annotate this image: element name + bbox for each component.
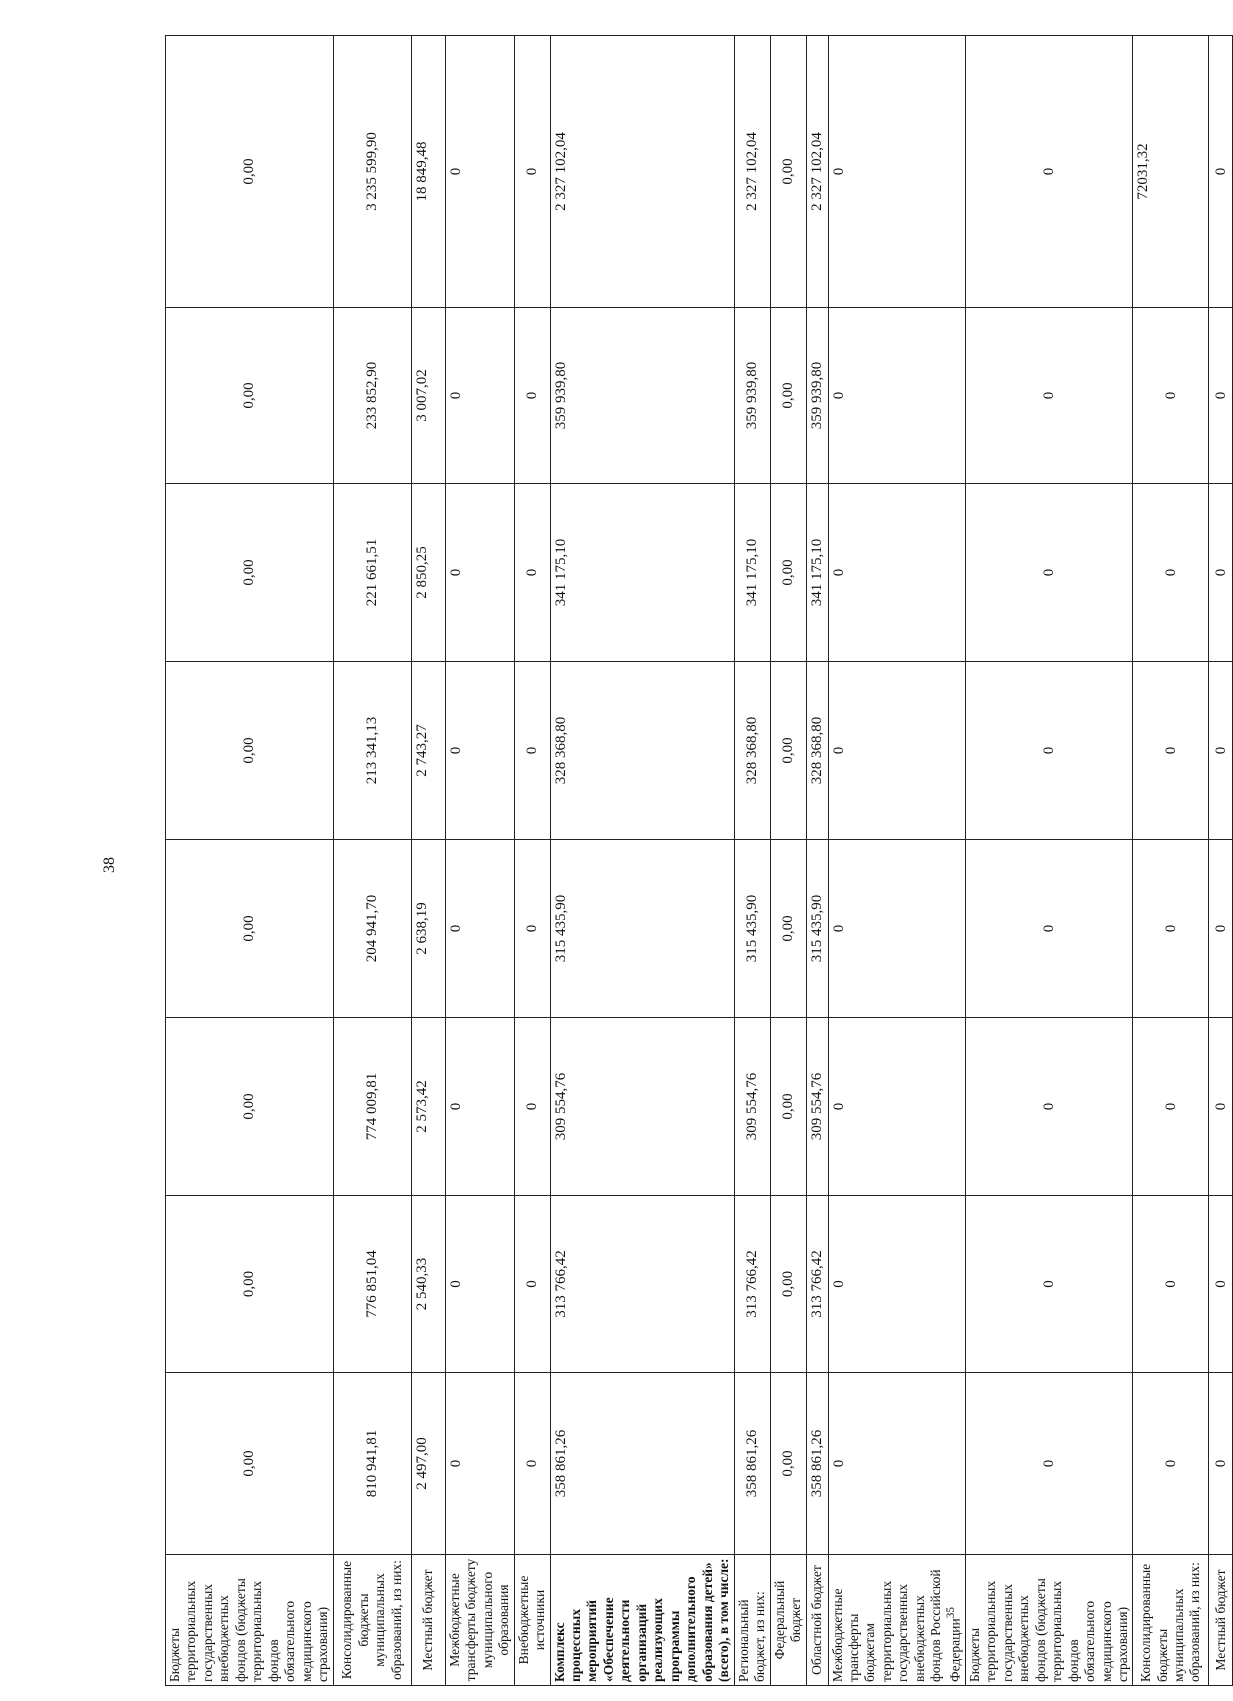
- cell: 0: [445, 484, 514, 662]
- cell: 0: [1133, 308, 1209, 484]
- cell: 0,00: [770, 36, 806, 308]
- cell: 0: [965, 840, 1133, 1018]
- cell: 0: [514, 1196, 550, 1373]
- table-row: [550, 36, 734, 1686]
- table-row: [1133, 36, 1209, 1686]
- row-label: Бюджеты территориальных государственных внебюджетных фондов (бюджеты территориальных фондов обязательного медицинского страхования): [965, 1555, 1133, 1686]
- cell: 0,00: [770, 484, 806, 662]
- cell: 0,00: [166, 308, 334, 484]
- cell: 0: [965, 308, 1133, 484]
- row-label: Консолидированные бюджеты муниципальных образований, из них:: [1133, 1555, 1209, 1686]
- cell: 0: [445, 308, 514, 484]
- cell: 0: [514, 308, 550, 484]
- cell: 0,00: [166, 484, 334, 662]
- cell: 359 939,80: [550, 308, 734, 484]
- row-label: Внебюджетные источники: [514, 1555, 550, 1686]
- table-row: [1209, 36, 1233, 1686]
- table-row: [965, 36, 1133, 1686]
- table-row: [166, 36, 334, 1686]
- row-label: Областной бюджет: [806, 1555, 828, 1686]
- cell: 328 368,80: [806, 662, 828, 840]
- cell: 0,00: [166, 840, 334, 1018]
- row-label: Местный бюджет: [1209, 1555, 1233, 1686]
- cell: 810 941,81: [333, 1373, 411, 1555]
- footnote-marker: 35: [944, 1606, 957, 1619]
- row-label: Местный бюджет: [411, 1555, 445, 1686]
- cell: 0: [1209, 308, 1233, 484]
- cell: 309 554,76: [550, 1018, 734, 1196]
- cell: 0,00: [770, 308, 806, 484]
- cell: 313 766,42: [806, 1196, 828, 1373]
- cell: 0: [1133, 1196, 1209, 1373]
- cell: 0,00: [166, 36, 334, 308]
- cell: 0: [1209, 36, 1233, 308]
- cell: 2 327 102,04: [550, 36, 734, 308]
- cell: 3 007,02: [411, 308, 445, 484]
- cell: 0: [445, 840, 514, 1018]
- cell: 0: [1209, 484, 1233, 662]
- row-label: Консолидированные бюджеты муниципальных образований, из них:: [333, 1555, 411, 1686]
- cell: 0: [1133, 662, 1209, 840]
- cell: 341 175,10: [806, 484, 828, 662]
- cell: 3 235 599,90: [333, 36, 411, 308]
- cell: 0: [1209, 1018, 1233, 1196]
- table-row: [806, 36, 828, 1686]
- table-row: [445, 36, 514, 1686]
- cell: 309 554,76: [734, 1018, 770, 1196]
- cell: 0: [514, 36, 550, 308]
- cell: 0: [965, 662, 1133, 840]
- cell: 315 435,90: [550, 840, 734, 1018]
- cell: 0,00: [770, 840, 806, 1018]
- table-row: [828, 36, 965, 1686]
- cell: 72031,32: [1133, 36, 1209, 308]
- table-row: [333, 36, 411, 1686]
- cell: 0,00: [770, 1196, 806, 1373]
- table-row: [514, 36, 550, 1686]
- cell: 0: [514, 1018, 550, 1196]
- cell: 313 766,42: [734, 1196, 770, 1373]
- row-label: Комплекс процессных мероприятий «Обеспечение деятельности организаций реализующих программы дополнительного образования детей» (всего), в том числе:: [550, 1555, 734, 1686]
- cell: 0: [1133, 1018, 1209, 1196]
- cell: 358 861,26: [734, 1373, 770, 1555]
- cell: 18 849,48: [411, 36, 445, 308]
- cell: 776 851,04: [333, 1196, 411, 1373]
- cell: 0: [965, 484, 1133, 662]
- cell: 0,00: [770, 1373, 806, 1555]
- page-number: 38: [101, 857, 118, 873]
- cell: 0: [514, 662, 550, 840]
- cell: 0: [514, 840, 550, 1018]
- cell: 358 861,26: [550, 1373, 734, 1555]
- table-row: [411, 36, 445, 1686]
- cell: 0: [1209, 1196, 1233, 1373]
- cell: 0: [1209, 662, 1233, 840]
- cell: 0: [828, 1018, 965, 1196]
- cell: 341 175,10: [734, 484, 770, 662]
- cell: 2 327 102,04: [806, 36, 828, 308]
- cell: 359 939,80: [806, 308, 828, 484]
- cell: 0: [445, 36, 514, 308]
- cell: 221 661,51: [333, 484, 411, 662]
- cell: 0: [1133, 840, 1209, 1018]
- cell: 0: [965, 1196, 1133, 1373]
- cell: 0: [828, 484, 965, 662]
- cell: 204 941,70: [333, 840, 411, 1018]
- row-label: Федеральный бюджет: [770, 1555, 806, 1686]
- cell: 0: [828, 662, 965, 840]
- cell: 313 766,42: [550, 1196, 734, 1373]
- cell: 0: [1133, 1373, 1209, 1555]
- row-label: [828, 1555, 965, 1686]
- cell: 0: [965, 36, 1133, 308]
- cell: 0: [445, 1196, 514, 1373]
- table-row: [734, 36, 770, 1686]
- row-label-text: Межбюджетные трансферты бюджетам территориальных государственных внебюджетных фондов Российской Федерации: [829, 1569, 963, 1682]
- cell: 359 939,80: [734, 308, 770, 484]
- cell: 0: [445, 662, 514, 840]
- cell: 328 368,80: [550, 662, 734, 840]
- cell: 0: [514, 484, 550, 662]
- cell: 315 435,90: [806, 840, 828, 1018]
- cell: 2 638,19: [411, 840, 445, 1018]
- cell: 774 009,81: [333, 1018, 411, 1196]
- cell: 0: [828, 308, 965, 484]
- cell: 309 554,76: [806, 1018, 828, 1196]
- cell: 0,00: [166, 1373, 334, 1555]
- cell: 0: [1209, 1373, 1233, 1555]
- cell: 0,00: [770, 1018, 806, 1196]
- cell: 0: [965, 1018, 1133, 1196]
- cell: 0: [445, 1018, 514, 1196]
- cell: 0: [965, 1373, 1133, 1555]
- cell: 0: [514, 1373, 550, 1555]
- cell: 0: [828, 1196, 965, 1373]
- cell: 341 175,10: [550, 484, 734, 662]
- cell: 0,00: [166, 662, 334, 840]
- budget-table: [165, 35, 1233, 1686]
- row-label: Региональный бюджет, из них:: [734, 1555, 770, 1686]
- rotated-table-container: [165, 36, 1229, 1686]
- cell: 0,00: [770, 662, 806, 840]
- row-label: Межбюджетные трансферты бюджету муниципального образования: [445, 1555, 514, 1686]
- cell: 2 327 102,04: [734, 36, 770, 308]
- cell: 0: [445, 1373, 514, 1555]
- cell: 0: [1209, 840, 1233, 1018]
- cell: 2 743,27: [411, 662, 445, 840]
- cell: 2 497,00: [411, 1373, 445, 1555]
- cell: 315 435,90: [734, 840, 770, 1018]
- cell: 233 852,90: [333, 308, 411, 484]
- table-row: [770, 36, 806, 1686]
- row-label: Бюджеты территориальных государственных внебюджетных фондов (бюджеты территориальных фондов обязательного медицинского страхования): [166, 1555, 334, 1686]
- cell: 0: [828, 1373, 965, 1555]
- cell: 358 861,26: [806, 1373, 828, 1555]
- cell: 2 540,33: [411, 1196, 445, 1373]
- cell: 0,00: [166, 1018, 334, 1196]
- cell: 2 573,42: [411, 1018, 445, 1196]
- cell: 2 850,25: [411, 484, 445, 662]
- cell: 0: [828, 36, 965, 308]
- cell: 0: [828, 840, 965, 1018]
- cell: 0,00: [166, 1196, 334, 1373]
- cell: 0: [1133, 484, 1209, 662]
- cell: 328 368,80: [734, 662, 770, 840]
- cell: 213 341,13: [333, 662, 411, 840]
